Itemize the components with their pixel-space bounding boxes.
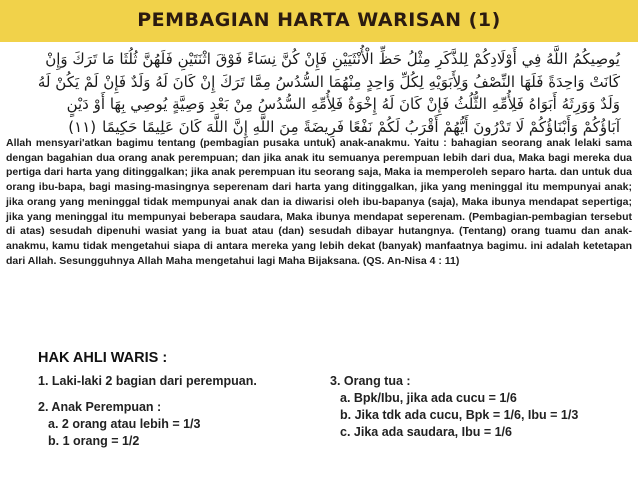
orang-tua-b: b. Jika tdk ada cucu, Bpk = 1/6, Ibu = 1/3 [340,408,579,422]
item-laki-laki: 1. Laki-laki 2 bagian dari perempuan. [38,374,257,388]
anak-perempuan-b: b. 1 orang = 1/2 [48,434,140,448]
ahli-waris-heading: HAK AHLI WARIS : [38,350,168,366]
arabic-line-2: كَانَتْ وَاحِدَةً فَلَهَا النِّصْفُ وَلِأَبَوَيْهِ لِكُلِّ وَاحِدٍ مِنْهُمَا السُّدُسُ مِمَّا تَرَكَ إِنْ كَانَ لَهُ وَلَدٌ فَإِنْ لَمْ يَكُنْ لَهُ [37,72,620,91]
arabic-line-3: وَلَدٌ وَوَرِثَهُ أَبَوَاهُ فَلِأُمِّهِ الثُّلُثُ فَإِنْ كَانَ لَهُ إِخْوَةٌ فَلِأُمِّهِ السُّدُسُ مِنْ بَعْدِ وَصِيَّةٍ يُوصِي بِهَا أَوْ دَيْنٍ [66,95,620,113]
verse-translation: Allah mensyari'atkan bagimu tentang (pembagian pusaka untuk) anak-anakmu. Yaitu : bahagian seorang anak lelaki sama dengan bagahian dua orang anak perempuan; dan jika anak itu semuanya perempuan lebih dari dua, Maka bagi mereka dua pertiga dari harta yang ditinggalkan; jika anak perempuan itu seorang saja, Maka ia memperoleh separo harta. dan untuk dua orang ibu-bapa, bagi masing-masingnya seperenam dari harta yang ditinggalkan, jika yang meninggal itu mempunyai anak; jika orang yang meninggal tidak mempunyai anak dan ia diwarisi oleh ibu-bapanya (saja), Maka ibunya mendapat sepertiga; jika yang meninggal itu mempunyai beberapa saudara, Maka ibunya mendapat seperenam. (Pembagian-pembagian tersebut di atas) sesudah dipenuhi wasiat yang ia buat atau (dan) sesudah dibayar hutangnya. (Tentang) orang tuamu dan anak-anakmu, kamu tidak mengetahui siapa di antara mereka yang lebih dekat (banyak) manfaatnya bagimu. ini adalah ketetapan dari Allah. Sesungguhnya Allah Maha mengetahui lagi Maha Bijaksana. (QS. An-Nisa 4 : 11) [6,137,632,267]
item-anak-perempuan [38,399,200,450]
item-orang-tua [330,373,578,441]
arabic-line-1: يُوصِيكُمُ اللَّهُ فِي أَوْلَادِكُمْ لِلذَّكَرِ مِثْلُ حَظِّ الْأُنْثَيَيْنِ فَإِنْ كُنَّ نِسَاءً فَوْقَ اثْنَتَيْنِ فَلَهُنَّ ثُلُثَا مَا تَرَكَ وَإِنْ [45,50,620,68]
orang-tua-label: 3. Orang tua : [330,374,411,388]
page-title: PEMBAGIAN HARTA WARISAN (1) [137,9,501,31]
arabic-line-4 [20,116,620,139]
anak-perempuan-a: a. 2 orang atau lebih = 1/3 [48,417,201,431]
verse-number: (١١) [68,117,97,136]
arabic-line-4-text: آبَاؤُكُمْ وَأَبْنَاؤُكُمْ لَا تَدْرُونَ أَيُّهُمْ أَقْرَبُ لَكُمْ نَفْعًا فَرِيضَةً مِنَ اللَّهِ إِنَّ اللَّهَ كَانَ عَلِيمًا حَكِيمًا [102,117,620,136]
quran-verse-arabic [20,48,620,138]
orang-tua-a: a. Bpk/Ibu, jika ada cucu = 1/6 [340,391,517,405]
orang-tua-c: c. Jika ada saudara, Ibu = 1/6 [340,425,512,439]
anak-perempuan-label: 2. Anak Perempuan : [38,400,162,414]
